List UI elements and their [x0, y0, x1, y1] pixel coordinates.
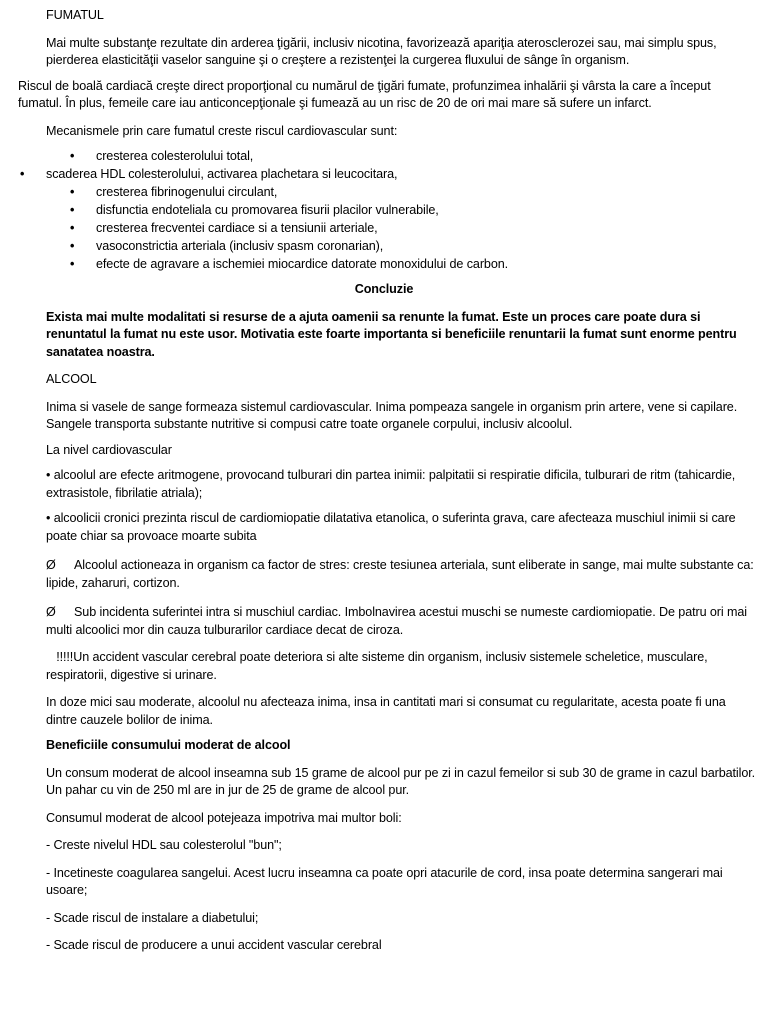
bullet-icon: • [20, 167, 25, 181]
list-item-text: disfunctia endoteliala cu promovarea fisurii placilor vulnerabile, [96, 203, 439, 217]
list-item [0, 147, 768, 165]
paragraph-potejeaza: Consumul moderat de alcool potejeaza impotriva mai multor boli: [46, 810, 402, 825]
list-item [0, 201, 768, 219]
paragraph-consum-moderat: Un consum moderat de alcool inseamna sub 15 grame de alcool pur pe zi in cazul femeilor si sub 30 de grame in cazul barbatilor. Un pahar cu vin de 250 ml are in jur de 25 de grame de alcool pur. [46, 765, 756, 797]
list-item-text: vasoconstrictia arteriala (inclusiv spasm coronarian), [96, 239, 384, 253]
paragraph-fumat-risc: Riscul de boală cardiacă creşte direct proporţional cu numărul de ţigări fumate, profunzimea inhalării şi vârsta la care a început fumatul. În plus, femeile care iau anticoncepţionale şi fumează au un risc de 20 de ori mai mare să sufere un infarct. [18, 78, 711, 110]
paragraph-incidenta-text: Sub incidenta suferintei intra si muschiul cardiac. Imbolnavirea acestui muschi se numeste cardiomiopatie. De patru ori mai multi alcoolici mor din cauza tulburarilor cardiace decat de ciroza. [46, 605, 747, 637]
list-item-text: efecte de agravare a ischemiei miocardice datorate monoxidului de carbon. [96, 257, 509, 271]
empty-set-icon: Ø [46, 558, 56, 572]
heading-nivel-cardiovascular: La nivel cardiovascular [46, 442, 172, 457]
list-item-avc: - Scade riscul de producere a unui accident vascular cerebral [46, 938, 382, 952]
bullet-icon: • [70, 239, 75, 253]
list-item [0, 183, 768, 201]
list-item [0, 165, 768, 183]
list-item [0, 255, 768, 273]
heading-beneficii: Beneficiile consumului moderat de alcool [46, 738, 291, 752]
list-item-text: cresterea frecventei cardiace si a tensiunii arteriale, [96, 221, 378, 235]
paragraph-mecanisme: Mecanismele prin care fumatul creste riscul cardiovascular sunt: [46, 123, 398, 138]
paragraph-doze: In doze mici sau moderate, alcoolul nu afecteaza inima, insa in cantitati mari si consumat cu regularitate, acesta poate fi una dintre cauzele bolilor de inima. [46, 695, 726, 727]
list-item-text: scaderea HDL colesterolului, activarea plachetara si leucocitara, [46, 167, 398, 181]
paragraph-avc-warning: !!!!!Un accident vascular cerebral poate deteriora si alte sisteme din organism, inclusiv sistemele scheletice, musculare, respiratorii, digestive si urinare. [46, 650, 711, 682]
list-item-text: cresterea fibrinogenului circulant, [96, 185, 278, 199]
list-item [0, 237, 768, 255]
bullet-icon: • [70, 221, 75, 235]
paragraph-aritmogene: • alcoolul are efecte aritmogene, provocand tulburari din partea inimii: palpitatii si respiratie dificila, tulburari de ritm (tahicardie, extrasistole, fibrilatie atriala); [46, 468, 736, 500]
heading-alcool: ALCOOL [46, 372, 97, 386]
paragraph-stres-text: Alcoolul actioneaza in organism ca factor de stres: creste tesiunea arteriala, sunt eliberate in sange, mai multe substante ca: lipide, zaharuri, cortizon. [46, 558, 754, 590]
paragraph-incidenta [0, 604, 768, 639]
paragraph-stres [0, 557, 768, 592]
list-item-diabet: - Scade riscul de instalare a diabetului; [46, 910, 259, 925]
paragraph-fumat-intro: Mai multe substanţe rezultate din arderea ţigării, inclusiv nicotina, favorizează apariţia aterosclerozei sau, mai simplu spus, pierderea elasticităţii vaselor sanguine şi o creştere a rezistenţei la curgerea fluxului de sânge în organism. [46, 35, 717, 67]
bullet-icon: • [70, 257, 75, 271]
bullet-icon: • [70, 185, 75, 199]
paragraph-cardiomiopatie: • alcoolicii cronici prezinta riscul de cardiomiopatie dilatativa etanolica, o suferinta grava, care afecteaza muschiul inimii si care poate chiar sa provoace moarte subita [46, 511, 736, 543]
list-item-coagulare: - Incetineste coagularea sangelui. Acest lucru inseamna ca poate opri atacurile de cord, insa poate determina sangerari mai usoare; [46, 865, 723, 897]
bullet-icon: • [70, 149, 75, 163]
paragraph-alcool-intro: Inima si vasele de sange formeaza sistemul cardiovascular. Inima pompeaza sangele in organism prin artere, vene si capilare. Sangele transporta substante nutritive si compusi catre toate organele corpului, inclusiv alcoolul. [46, 399, 738, 431]
heading-fumatul: FUMATUL [46, 8, 104, 22]
heading-concluzie: Concluzie [354, 282, 414, 296]
empty-set-icon: Ø [46, 605, 56, 619]
list-item-text: cresterea colesterolului total, [96, 149, 254, 163]
list-item [0, 219, 768, 237]
bullet-icon: • [70, 203, 75, 217]
paragraph-concluzie: Exista mai multe modalitati si resurse de a ajuta oamenii sa renunte la fumat. Este un proces care poate dura si renuntatul la fumat nu este usor. Motivatia este foarte importanta si beneficiile renuntarii la fumat sunt enorme pentru sanatatea noastra. [46, 309, 737, 359]
list-item-hdl: - Creste nivelul HDL sau colesterolul "bun"; [46, 838, 282, 852]
bullet-list-mecanisme [0, 147, 768, 273]
